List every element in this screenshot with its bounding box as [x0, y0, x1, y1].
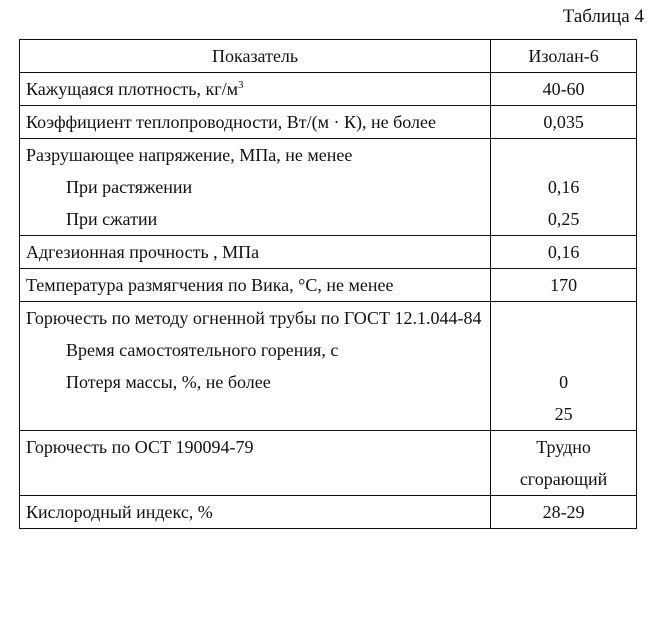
row-value — [491, 139, 637, 236]
burning-time-label: Время самостоятельного горения, с — [66, 340, 339, 360]
table-row — [20, 139, 637, 236]
properties-table — [19, 39, 637, 529]
ost-value-line1: Трудно — [536, 437, 591, 457]
flammability-label: Горючесть по методу огненной трубы по ГОСТ 12.1.044-84 — [26, 308, 482, 328]
mass-loss-value: 25 — [554, 404, 573, 424]
oxygen-value: 28-29 — [491, 496, 637, 529]
table-row — [20, 106, 637, 139]
density-sup: 3 — [238, 79, 244, 91]
table-row — [20, 236, 637, 269]
table-row — [20, 302, 637, 431]
header-parameter: Показатель — [20, 40, 491, 73]
row-label — [20, 73, 491, 106]
ost-value-line2: сгорающий — [519, 469, 608, 489]
table-row — [20, 431, 637, 496]
conductivity-label: Коэффициент теплопроводности, Вт/(м · К), не более — [20, 106, 491, 139]
stress-compression-label: При сжатии — [66, 209, 158, 229]
table-caption: Таблица 4 — [562, 6, 644, 27]
density-label: Кажущаяся плотность, кг/м — [26, 79, 239, 99]
stress-tension-value: 0,16 — [547, 177, 580, 197]
table-row — [20, 496, 637, 529]
row-value — [491, 431, 637, 496]
conductivity-value: 0,035 — [491, 106, 637, 139]
stress-label: Разрушающее напряжение, МПа, не менее — [26, 145, 353, 165]
stress-compression-value: 0,25 — [547, 209, 580, 229]
stress-tension-label: При растяжении — [66, 177, 193, 197]
row-label — [20, 139, 491, 236]
density-value: 40-60 — [491, 73, 637, 106]
adhesion-label: Адгезионная прочность , МПа — [20, 236, 491, 269]
oxygen-label: Кислородный индекс, % — [20, 496, 491, 529]
mass-loss-label: Потеря массы, %, не более — [66, 372, 271, 392]
ost-label: Горючесть по ОСТ 190094-79 — [20, 431, 491, 496]
table-row — [20, 269, 637, 302]
table-row — [20, 73, 637, 106]
row-value — [491, 302, 637, 431]
header-row — [20, 40, 637, 73]
vicat-label: Температура размягчения по Вика, °С, не менее — [20, 269, 491, 302]
adhesion-value: 0,16 — [491, 236, 637, 269]
row-label — [20, 302, 491, 431]
vicat-value: 170 — [491, 269, 637, 302]
header-material: Изолан-6 — [491, 40, 637, 73]
burning-time-value: 0 — [559, 372, 569, 392]
